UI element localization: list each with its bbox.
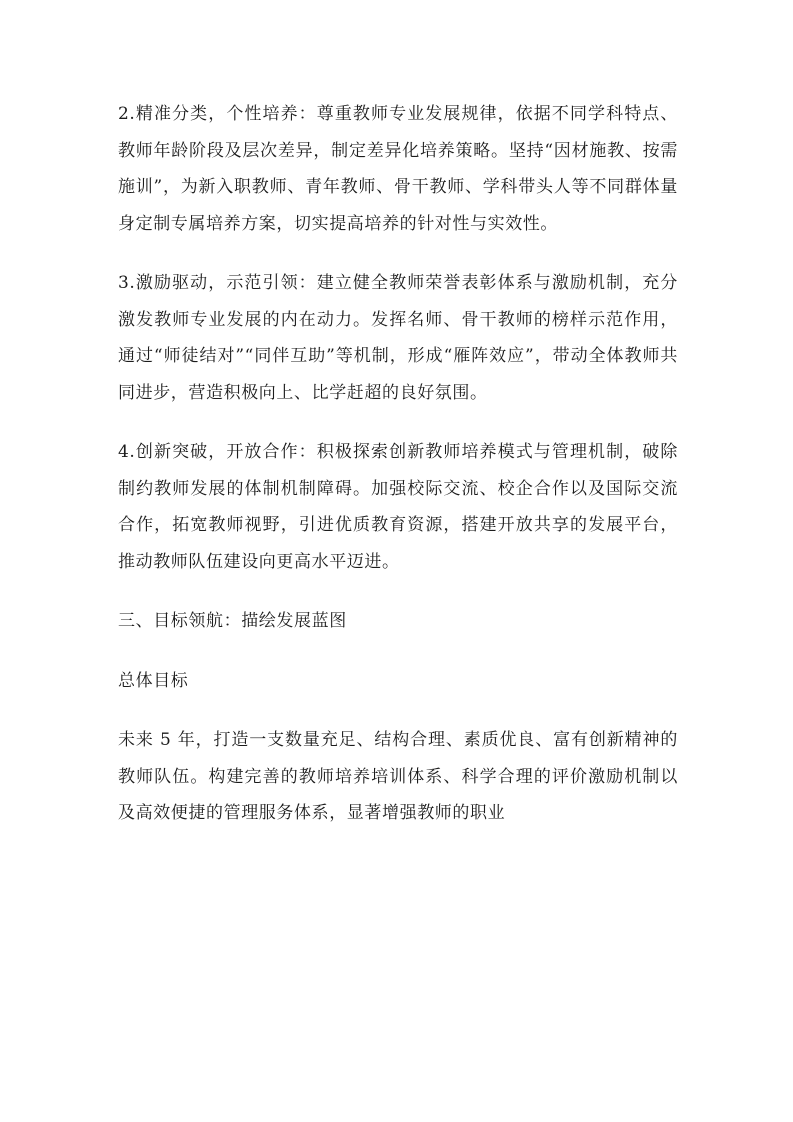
principle-paragraph-4: 4.创新突破，开放合作：积极探索创新教师培养模式与管理机制，破除制约教师发展的体制机制障碍。加强校际交流、校企合作以及国际交流合作，拓宽教师视野，引进优质教育资源，搭建开放共享的发展平台，推动教师队伍建设向更高水平迈进。 [118, 442, 678, 572]
document-body [118, 96, 678, 855]
principle-paragraph-3: 3.激励驱动，示范引领：建立健全教师荣誉表彰体系与激励机制，充分激发教师专业发展的内在动力。发挥名师、骨干教师的榜样示范作用，通过“师徒结对”“同伴互助”等机制，形成“雁阵效应”，带动全体教师共同进步，营造积极向上、比学赶超的良好氛围。 [118, 273, 678, 403]
principle-paragraph-2: 2.精准分类，个性培养：尊重教师专业发展规律，依据不同学科特点、教师年龄阶段及层次差异，制定差异化培养策略。坚持“因材施教、按需施训”，为新入职教师、青年教师、骨干教师、学科带头人等不同群体量身定制专属培养方案，切实提高培养的针对性与实效性。 [118, 104, 678, 234]
subheading: 总体目标 [118, 670, 189, 691]
section-heading: 三、目标领航：描绘发展蓝图 [118, 611, 347, 631]
goal-paragraph: 未来 5 年，打造一支数量充足、结构合理、素质优良、富有创新精神的教师队伍。构建完善的教师培养培训体系、科学合理的评价激励机制以及高效便捷的管理服务体系，显著增强教师的职业 [118, 730, 678, 823]
